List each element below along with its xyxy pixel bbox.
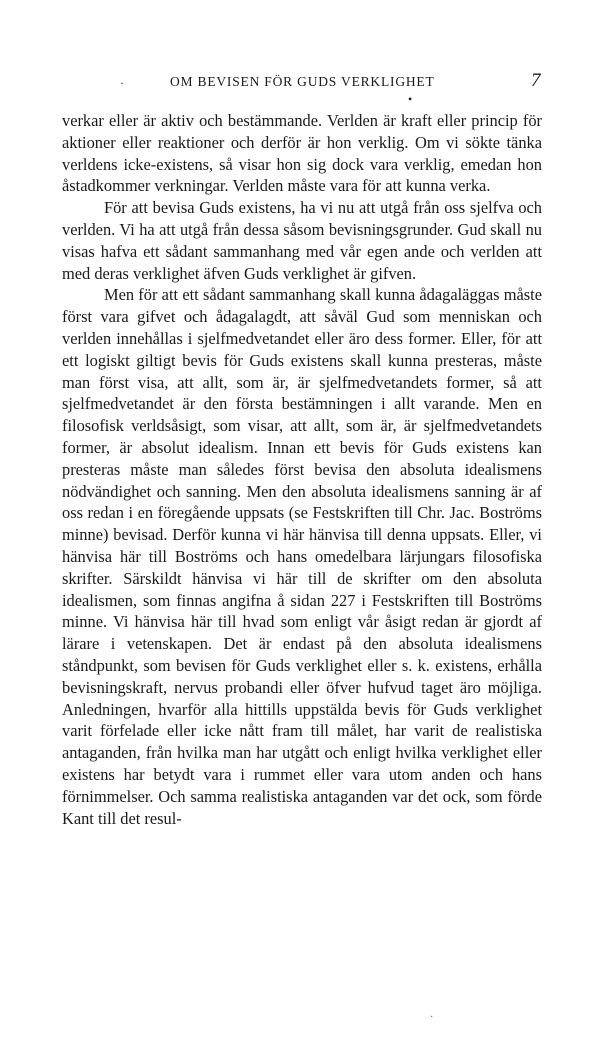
running-title: OM BEVISEN FÖR GUDS VERKLIGHET: [170, 74, 435, 89]
paragraph: Men för att ett sådant sammanhang skall kunna ådagaläggas måste först vara gifvet och ådagalagdt, att såväl Gud som menniskan och verlden innehållas i sjelfmedvetandet eller äro dess former. Eller, för att ett logiskt giltigt bevis för Guds existens skall kunna presteras, måste man först visa, att allt, som är, är sjelfmedvetandets former, så att sjelfmedvetandet är den första bestämningen i allt varande. Men en filosofisk verldsåsigt, som visar, att allt, som är, är sjelfmedvetandets former, är absolut idealism. Innan ett bevis för Guds existens kan presteras måste man således först bevisa den absoluta idealismens nödvändighet och sanning. Men den absoluta idealismens sanning är af oss redan i en föregående uppsats (se Festskriften till Chr. Jac. Boströms minne) bevisad. Derför kunna vi här hänvisa till denna uppsats. Eller, vi hänvisa här till Boströms och hans omedelbara lärjungars filosofiska skrifter. Särskildt hänvisa vi här till de skrifter om den absoluta idealismen, som finnas angifna å sidan 227 i Festskriften till Boströms minne. Vi hänvisa här till hvad som enligt vår åsigt redan är gjordt af lärare i vetenskapen. Det är endast på den absoluta idealismens ståndpunkt, som bevisen för Guds verklighet eller s. k. existens, erhålla bevisningskraft, nervus probandi eller öfver hufvud taget äro möjliga. Anledningen, hvarför alla hittills uppstälda bevis för Guds verklighet varit förfelade eller icke nått fram till målet, har varit de realistiska antaganden, från hvilka man har utgått och enligt hvilka verklighet eller existens har betydt vara i rummet eller vara utom anden och hans förnimmelser. Och samma realistiska antaganden var det ock, som förde Kant till det resul-: [62, 285, 542, 828]
print-speck: •: [408, 92, 413, 106]
paragraph-continued: verkar eller är aktiv och bestämmande. Verlden är kraft eller princip för aktioner eller reaktioner och derför är hon verklig. Om vi sökte tänka verldens icke-existens, så visar hon sig dock vara verklig, emedan hon åstadkommer verkningar. Verlden måste vara för att kunna verka.: [62, 111, 542, 196]
page-number: 7: [531, 70, 541, 91]
running-header: [0, 70, 600, 106]
print-speck: ·: [430, 1012, 434, 1023]
body-text: [62, 110, 542, 829]
print-speck: ·: [120, 76, 124, 90]
paragraph: För att bevisa Guds existens, ha vi nu att utgå från oss sjelfva och verlden. Vi ha att utgå från dessa såsom bevisningsgrunder. Gud skall nu visas hafva ett sådant sammanhang med vår egen ande och verlden att med deras verklighet äfven Guds verklighet är gifven.: [62, 198, 542, 283]
